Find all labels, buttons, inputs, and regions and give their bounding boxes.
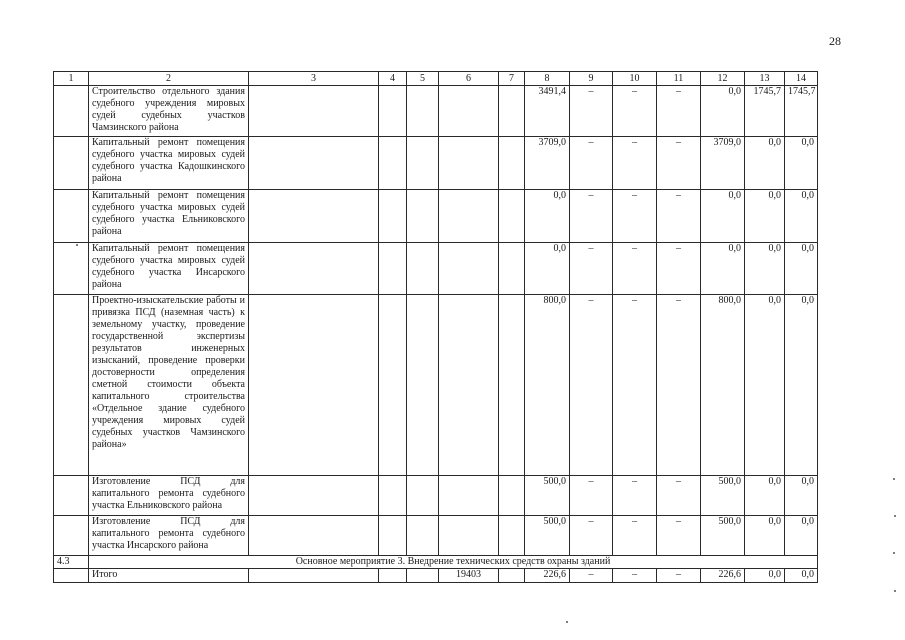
value-cell: 500,0	[701, 476, 745, 516]
row-number-cell	[54, 190, 89, 243]
total-code-cell: 19403	[439, 569, 499, 583]
value-cell: –	[657, 86, 701, 137]
value-cell: 0,0	[785, 243, 818, 295]
empty-cell	[249, 516, 379, 556]
empty-cell	[439, 190, 499, 243]
empty-cell	[407, 86, 439, 137]
value-cell: –	[613, 516, 657, 556]
col-header: 6	[439, 72, 499, 86]
col-header: 7	[499, 72, 525, 86]
total-value-cell: 0,0	[785, 569, 818, 583]
empty-cell	[379, 516, 407, 556]
value-cell: 500,0	[525, 476, 570, 516]
scan-speck	[893, 478, 895, 480]
table-row	[54, 295, 818, 476]
row-number-cell	[54, 86, 89, 137]
value-cell: –	[570, 295, 613, 476]
section-title: Основное мероприятие 3. Внедрение технических средств охраны зданий	[89, 556, 818, 569]
empty-cell	[379, 86, 407, 137]
row-number-cell	[54, 137, 89, 190]
value-cell: 800,0	[701, 295, 745, 476]
empty-cell	[499, 86, 525, 137]
col-header: 9	[570, 72, 613, 86]
empty-cell	[439, 476, 499, 516]
value-cell: 0,0	[745, 516, 785, 556]
value-cell: –	[613, 243, 657, 295]
empty-cell	[249, 476, 379, 516]
row-number-cell	[54, 569, 89, 583]
value-cell: –	[613, 295, 657, 476]
value-cell: –	[613, 476, 657, 516]
empty-cell	[407, 190, 439, 243]
row-number-cell	[54, 516, 89, 556]
col-header: 3	[249, 72, 379, 86]
row-number-cell	[54, 295, 89, 476]
scan-speck	[76, 244, 78, 246]
section-number: 4.3	[54, 556, 89, 569]
budget-table	[53, 71, 818, 583]
table-row	[54, 86, 818, 137]
empty-cell	[439, 86, 499, 137]
description-cell: Изготовление ПСД для капитального ремонта судебного участка Ельниковского района	[89, 476, 249, 516]
value-cell: 0,0	[785, 137, 818, 190]
section-row	[54, 556, 818, 569]
header-row	[54, 72, 818, 86]
total-value-cell: –	[570, 569, 613, 583]
col-header: 4	[379, 72, 407, 86]
value-cell: 1745,7	[745, 86, 785, 137]
page-number: 28	[829, 34, 841, 48]
value-cell: 0,0	[701, 86, 745, 137]
value-cell: 3491,4	[525, 86, 570, 137]
empty-cell	[499, 516, 525, 556]
value-cell: 0,0	[525, 190, 570, 243]
description-cell: Изготовление ПСД для капитального ремонта судебного участка Инсарского района	[89, 516, 249, 556]
empty-cell	[499, 137, 525, 190]
description-cell: Капитальный ремонт помещения судебного участка мировых судей судебного участка Кадошкинского района	[89, 137, 249, 190]
table-row	[54, 476, 818, 516]
table-row	[54, 137, 818, 190]
value-cell: 0,0	[785, 476, 818, 516]
description-cell: Проектно-изыскательские работы и привязка ПСД (наземная часть) к земельному участку, проведение государственной экспертизы результатов инженерных изысканий, проведение проверки достоверности определения сметной стоимости объекта капитального строительства «Отдельное здание судебного учреждения мировых судей судебных участков Чамзинского района»	[89, 295, 249, 476]
empty-cell	[499, 295, 525, 476]
description-cell: Капитальный ремонт помещения судебного участка мировых судей судебного участка Инсарского района	[89, 243, 249, 295]
empty-cell	[499, 190, 525, 243]
value-cell: 0,0	[745, 190, 785, 243]
value-cell: –	[657, 137, 701, 190]
value-cell: 0,0	[785, 190, 818, 243]
value-cell: –	[613, 137, 657, 190]
value-cell: –	[570, 86, 613, 137]
col-header: 11	[657, 72, 701, 86]
empty-cell	[249, 86, 379, 137]
value-cell: –	[570, 243, 613, 295]
value-cell: –	[570, 190, 613, 243]
col-header: 10	[613, 72, 657, 86]
scan-speck	[894, 515, 896, 517]
value-cell: 0,0	[745, 137, 785, 190]
value-cell: 800,0	[525, 295, 570, 476]
empty-cell	[379, 243, 407, 295]
empty-cell	[249, 569, 379, 583]
empty-cell	[499, 569, 525, 583]
value-cell: 1745,7	[785, 86, 818, 137]
empty-cell	[379, 137, 407, 190]
total-value-cell: 226,6	[525, 569, 570, 583]
empty-cell	[407, 243, 439, 295]
scan-speck	[893, 552, 895, 554]
empty-cell	[499, 243, 525, 295]
value-cell: 0,0	[701, 190, 745, 243]
description-cell: Строительство отдельного здания судебного учреждения мировых судей судебных участков Чамзинского района	[89, 86, 249, 137]
value-cell: 500,0	[701, 516, 745, 556]
value-cell: 0,0	[745, 295, 785, 476]
empty-cell	[379, 476, 407, 516]
empty-cell	[407, 137, 439, 190]
total-value-cell: –	[657, 569, 701, 583]
value-cell: 0,0	[785, 516, 818, 556]
description-cell: Капитальный ремонт помещения судебного участка мировых судей судебного участка Ельниковского района	[89, 190, 249, 243]
col-header: 14	[785, 72, 818, 86]
scan-speck	[894, 590, 896, 592]
col-header: 12	[701, 72, 745, 86]
empty-cell	[407, 476, 439, 516]
col-header: 1	[54, 72, 89, 86]
empty-cell	[439, 243, 499, 295]
empty-cell	[249, 190, 379, 243]
row-number-cell	[54, 243, 89, 295]
value-cell: –	[570, 516, 613, 556]
value-cell: –	[657, 243, 701, 295]
total-row	[54, 569, 818, 583]
value-cell: 3709,0	[701, 137, 745, 190]
table-row	[54, 243, 818, 295]
total-value-cell: 226,6	[701, 569, 745, 583]
empty-cell	[439, 295, 499, 476]
empty-cell	[439, 137, 499, 190]
total-value-cell: –	[613, 569, 657, 583]
empty-cell	[407, 569, 439, 583]
table-row	[54, 190, 818, 243]
col-header: 2	[89, 72, 249, 86]
empty-cell	[379, 295, 407, 476]
scan-speck	[566, 621, 568, 623]
empty-cell	[439, 516, 499, 556]
col-header: 5	[407, 72, 439, 86]
value-cell: –	[657, 476, 701, 516]
empty-cell	[249, 137, 379, 190]
col-header: 8	[525, 72, 570, 86]
empty-cell	[407, 295, 439, 476]
value-cell: 3709,0	[525, 137, 570, 190]
value-cell: –	[570, 476, 613, 516]
value-cell: –	[613, 86, 657, 137]
total-value-cell: 0,0	[745, 569, 785, 583]
value-cell: –	[613, 190, 657, 243]
value-cell: 0,0	[745, 243, 785, 295]
value-cell: 0,0	[701, 243, 745, 295]
value-cell: –	[570, 137, 613, 190]
value-cell: 0,0	[525, 243, 570, 295]
value-cell: –	[657, 295, 701, 476]
empty-cell	[249, 295, 379, 476]
value-cell: –	[657, 516, 701, 556]
total-label: Итого	[89, 569, 249, 583]
value-cell: 0,0	[785, 295, 818, 476]
table-row	[54, 516, 818, 556]
value-cell: 500,0	[525, 516, 570, 556]
value-cell: –	[657, 190, 701, 243]
value-cell: 0,0	[745, 476, 785, 516]
col-header: 13	[745, 72, 785, 86]
empty-cell	[379, 569, 407, 583]
empty-cell	[499, 476, 525, 516]
empty-cell	[379, 190, 407, 243]
row-number-cell	[54, 476, 89, 516]
empty-cell	[249, 243, 379, 295]
empty-cell	[407, 516, 439, 556]
